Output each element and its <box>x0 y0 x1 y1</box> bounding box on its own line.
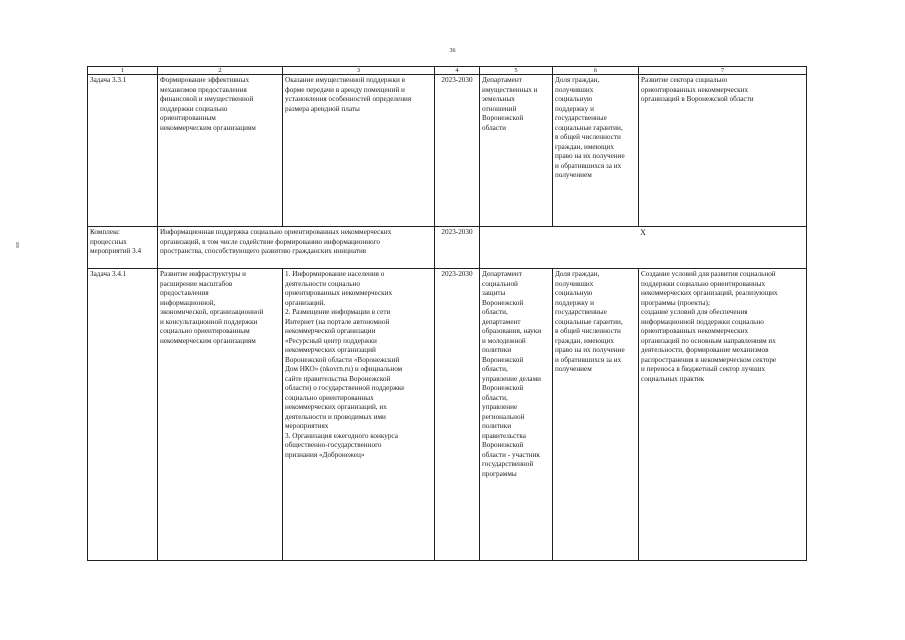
cell-text-line: установления особенностей определения <box>285 95 412 103</box>
column-header-1: 1 <box>88 67 158 75</box>
cell-text-line: поддержки социально <box>160 104 228 113</box>
cell-text-line: 3. Организация ежегодного конкурса <box>285 431 398 440</box>
cell-text-line: ориентированных некоммерческих <box>641 327 749 335</box>
cell-text-line: получением <box>555 365 592 373</box>
cell-text-line: право на их получение <box>555 152 625 160</box>
cell-text-line: право на их получение <box>555 346 625 354</box>
cell-text-line: социальную <box>555 95 593 103</box>
cell-text-line: программы <box>482 469 517 478</box>
cell-text-line: получивших <box>555 85 594 94</box>
cell-text-line: области) о государственной поддержке <box>285 384 405 392</box>
cell-text-line: 2023-2030 <box>441 76 473 84</box>
cell-text-line: области, <box>482 308 508 316</box>
cell-text-line: экономической, организационной <box>160 308 264 316</box>
cell-text-line: пространства, способствующего развитию гражданских инициатив <box>160 247 367 255</box>
cell-text-line: Департамент <box>482 76 522 84</box>
cell-text-line: программы (проекты); <box>641 298 710 307</box>
cell-text-line: организаций в Воронежской области <box>641 95 754 103</box>
cell-text-line: 2. Размещение информации в сети <box>285 308 391 316</box>
cell-text-line: процессных <box>90 237 127 246</box>
cell-text-line: Воронежской области «Воронежский <box>285 355 400 364</box>
cell-text-line: поддержки социально ориентированных <box>641 279 766 288</box>
cell-x-mark: X <box>480 227 807 269</box>
cell-text-line: социальных практик <box>641 374 705 383</box>
cell-text-line: Задача 3.4.1 <box>90 270 127 278</box>
cell-text-line: Воронежской <box>482 114 524 122</box>
cell-text-line: образования, науки <box>482 327 542 335</box>
cell-responsible <box>480 75 553 227</box>
cell-text-line: некоммерческим организациям <box>160 336 256 345</box>
cell-text-line: Воронежской <box>482 384 524 392</box>
cell-task-id <box>88 75 158 227</box>
cell-text-line: и консультационной поддержки <box>160 317 258 326</box>
cell-period <box>435 75 480 227</box>
cell-text-line: предоставления <box>160 289 209 297</box>
cell-text-line: поддержку и <box>555 298 594 307</box>
cell-text-line: получивших <box>555 279 594 288</box>
cell-text-line: и переноса в бюджетный сектор лучших <box>641 365 766 373</box>
cell-responsible <box>480 269 553 561</box>
cell-period <box>435 227 480 269</box>
cell-text-line: и обратившихся за их <box>555 355 622 364</box>
cell-text-line: управление делами <box>482 374 541 383</box>
cell-text-line: 1. Информирование населения о <box>285 270 385 278</box>
column-header-5: 5 <box>480 67 553 75</box>
cell-text-line: некоммерческой организации <box>285 327 376 335</box>
cell-text-line: 2023-2030 <box>441 270 473 278</box>
cell-text-line: механизмов предоставления <box>160 85 247 94</box>
cell-task-name <box>158 75 283 227</box>
cell-result <box>639 75 807 227</box>
cell-text-line: ориентированных некоммерческих <box>285 289 393 297</box>
cell-period <box>435 269 480 561</box>
cell-text-line: Воронежской <box>482 441 524 449</box>
cell-text-line: некоммерческих организаций, их <box>285 403 387 411</box>
cell-text-line: создание условий для обеспечения <box>641 308 748 316</box>
cell-text-line: защиты <box>482 289 506 297</box>
cell-text-line: деятельности, формирование механизмов <box>641 346 769 354</box>
cell-text-line: Формирование эффективных <box>160 76 250 84</box>
cell-measures <box>283 269 435 561</box>
cell-text-line: «Ресурсный центр поддержки <box>285 336 377 345</box>
cell-text-line: Дом НКО» (nkovrn.ru) и официальном <box>285 365 403 373</box>
cell-text-line: департамент <box>482 317 521 326</box>
cell-text-line: деятельности и проводимых ими <box>285 412 386 421</box>
cell-text-line: организаций по основным направлениям их <box>641 336 776 345</box>
cell-text-line: организаций. <box>285 298 326 307</box>
cell-text-line: Воронежской <box>482 355 524 364</box>
cell-text-line: области, <box>482 393 508 402</box>
column-header-2: 2 <box>158 67 283 75</box>
cell-text-line: некоммерческих организаций, реализующих <box>641 289 778 297</box>
cell-text-line: распространения в некоммерческом секторе <box>641 355 777 364</box>
cell-text-line: Воронежской <box>482 298 524 307</box>
cell-task-id <box>88 269 158 561</box>
cell-text-line: Развитие инфраструктуры и <box>160 270 246 278</box>
cell-text-line: Доля граждан, <box>555 270 600 278</box>
cell-text-line: 2023-2030 <box>441 228 473 236</box>
cell-text-line: ориентированным <box>160 114 216 122</box>
cell-text-line: области - участник <box>482 450 540 459</box>
cell-text-line: ориентированных некоммерческих <box>641 85 749 94</box>
cell-text-line: мероприятий 3.4 <box>90 247 142 255</box>
cell-complex-id <box>88 227 158 269</box>
column-header-6: 6 <box>553 67 639 75</box>
cell-text-line: региональной <box>482 412 525 421</box>
cell-text-line: социальной <box>482 279 518 288</box>
column-header-7: 7 <box>639 67 807 75</box>
cell-text-line: области <box>482 123 507 132</box>
table-row-task-3-4-1 <box>88 269 807 561</box>
cell-indicator <box>553 269 639 561</box>
cell-text-line: государственные <box>555 308 607 316</box>
cell-text-line: сайте правительства Воронежской <box>285 374 391 383</box>
cell-text-line: социально ориентированным <box>160 327 250 335</box>
cell-text-line: социальные гарантии, <box>555 123 623 132</box>
cell-text-line: отношений <box>482 104 517 113</box>
column-header-row <box>88 67 807 75</box>
cell-text-line: Комплекс <box>90 228 120 236</box>
cell-text-line: правительства <box>482 431 526 440</box>
cell-text-line: Интернет (на портале автономной <box>285 317 390 326</box>
cell-text-line: Информационная поддержка социально ориентированных некоммерческих <box>160 228 392 236</box>
cell-text-line: и молодежной <box>482 336 526 345</box>
cell-text-line: мероприятиях <box>285 422 329 430</box>
cell-text-line: в общей численности <box>555 327 621 335</box>
cell-text-line: Департамент <box>482 270 522 278</box>
cell-text-line: финансовой и имущественной <box>160 95 254 103</box>
cell-text-line: Создание условий для развития социальной <box>641 270 776 278</box>
cell-text-line: общественно-государственного <box>285 441 382 449</box>
cell-text-line: Доля граждан, <box>555 76 600 84</box>
cell-text-line: социальные гарантии, <box>555 317 623 326</box>
cell-measures <box>283 75 435 227</box>
scan-edge-mark <box>16 242 19 248</box>
cell-text-line: некоммерческим организациям <box>160 123 256 132</box>
cell-text-line: и обратившихся за их <box>555 161 622 170</box>
table-row-complex-3-4 <box>88 227 807 269</box>
cell-result <box>639 269 807 561</box>
cell-text-line: Оказание имущественной поддержки в <box>285 76 405 84</box>
cell-text-line: политики <box>482 422 512 430</box>
cell-text-line: информационной, <box>160 298 216 307</box>
cell-text-line: расширение масштабов <box>160 279 233 288</box>
cell-text-line: получением <box>555 171 592 179</box>
cell-text-line: поддержку и <box>555 104 594 113</box>
cell-text-line: граждан, имеющих <box>555 142 614 151</box>
table-row-task-3-3-1 <box>88 75 807 227</box>
cell-text-line: социальную <box>555 289 593 297</box>
cell-text-line: государственной <box>482 460 534 468</box>
cell-text-line: государственные <box>555 114 607 122</box>
cell-text-line: Развитие сектора социально <box>641 76 728 84</box>
column-header-3: 3 <box>283 67 435 75</box>
cell-text-line: политики <box>482 346 512 354</box>
cell-text-line: признания «Добронежец» <box>285 450 365 459</box>
cell-indicator <box>553 75 639 227</box>
cell-text-line: имущественных и <box>482 85 538 94</box>
cell-text-line: размера арендной платы <box>285 104 360 113</box>
cell-text-line: информационной поддержки социально <box>641 317 764 326</box>
cell-text-line: деятельности социально <box>285 279 360 288</box>
column-header-4: 4 <box>435 67 480 75</box>
cell-complex-name <box>158 227 435 269</box>
cell-text-line: форме передачи в аренду помещений и <box>285 85 405 94</box>
cell-text-line: социально ориентированных <box>285 393 374 402</box>
page-number: 36 <box>449 48 456 54</box>
cell-text-line: организаций, в том числе содействие формированию информационного <box>160 237 380 246</box>
cell-task-name <box>158 269 283 561</box>
cell-text-line: граждан, имеющих <box>555 336 614 345</box>
cell-text-line: земельных <box>482 95 515 103</box>
cell-text-line: некоммерческих организаций <box>285 346 376 354</box>
program-table <box>87 66 807 561</box>
cell-text-line: в общей численности <box>555 133 621 141</box>
cell-text-line: управление <box>482 403 518 411</box>
cell-text-line: Задача 3.3.1 <box>90 76 127 84</box>
cell-text-line: области, <box>482 365 508 373</box>
